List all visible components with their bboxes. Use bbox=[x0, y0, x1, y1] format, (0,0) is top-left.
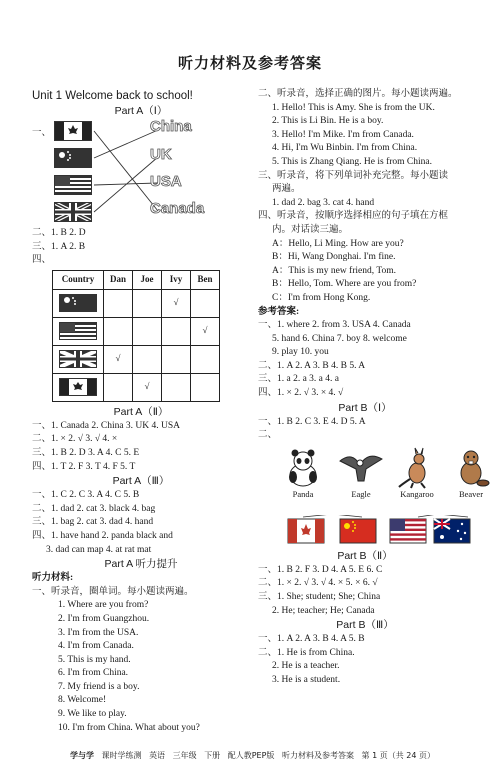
animal-label: Kangaroo bbox=[400, 488, 434, 499]
word-usa: USA bbox=[150, 173, 182, 190]
right-column bbox=[258, 88, 484, 688]
page-title: 听力材料及参考答案 bbox=[177, 54, 322, 72]
answer-line: 一、1. B 2. F 3. D 4. A 5. E 6. C bbox=[258, 564, 383, 575]
kangaroo-picture bbox=[392, 447, 442, 500]
listening-item: 1. Hello! This is Amy. She is from the UK. bbox=[272, 102, 435, 113]
footer-item: 三年级 bbox=[172, 751, 197, 760]
answer-line: 9. play 10. you bbox=[272, 347, 329, 358]
table-cell-flag bbox=[53, 317, 104, 345]
answer-line: 四、 bbox=[32, 255, 52, 266]
listening-item: 5. This is my hand. bbox=[58, 654, 131, 665]
flag-row-drawing bbox=[258, 515, 472, 547]
answer-line: 三、1. A 2. B bbox=[32, 241, 86, 252]
dialogue-line: C：I'm from Hong Kong. bbox=[272, 292, 371, 303]
table-cell bbox=[162, 317, 191, 345]
table-cell bbox=[191, 345, 220, 373]
table-cell: √ bbox=[191, 317, 220, 345]
answer-line: 一、1. Canada 2. China 3. UK 4. USA bbox=[32, 420, 181, 431]
table-cell-flag bbox=[53, 289, 104, 317]
footer-item: 听力材料及参考答案 bbox=[281, 751, 354, 760]
listening-item: 2. I'm from Guangzhou. bbox=[58, 613, 150, 624]
answer-line: 二、1. He is from China. bbox=[258, 647, 355, 658]
answer-line: 5. hand 6. China 7. boy 8. welcome bbox=[272, 333, 407, 344]
animal-label: Eagle bbox=[351, 488, 371, 499]
table-row bbox=[53, 373, 220, 401]
answer-line: 3. dad can map 4. at rat mat bbox=[46, 544, 152, 555]
panda-picture bbox=[278, 447, 328, 500]
table-cell bbox=[191, 373, 220, 401]
listening-question: 四、听录音，按顺序选择相应的句子填在方框 bbox=[258, 211, 449, 222]
page-footer bbox=[70, 750, 440, 761]
section-part-a-up: Part A 听力提升 bbox=[104, 558, 178, 571]
table-cell bbox=[162, 345, 191, 373]
question-label: 一、 bbox=[32, 128, 52, 138]
animal-label: Beaver bbox=[458, 488, 484, 499]
listening-item: 3. I'm from the USA. bbox=[58, 627, 139, 638]
answer-line: 2. He is a teacher. bbox=[272, 661, 340, 672]
canada-flag-icon bbox=[288, 519, 324, 543]
canada-flag-icon bbox=[59, 378, 97, 396]
dialogue-line: B：Hi, Wang Donghai. I'm fine. bbox=[272, 252, 396, 263]
table-header-row bbox=[53, 270, 220, 289]
canada-flag-icon bbox=[54, 121, 92, 141]
answer-line: 一、1. C 2. C 3. A 4. C 5. B bbox=[32, 490, 140, 501]
answer-line: 四、1. × 2. √ 3. × 4. √ bbox=[258, 388, 344, 399]
answer-line: 2. He; teacher; He; Canada bbox=[272, 605, 375, 616]
left-column bbox=[32, 88, 250, 735]
answer-line: 3. He is a student. bbox=[272, 675, 341, 685]
listening-item: 4. I'm from Canada. bbox=[58, 641, 134, 652]
country-table bbox=[52, 270, 220, 402]
australia-flag-icon bbox=[434, 519, 470, 543]
section-part-a1: Part A（Ⅰ） bbox=[114, 105, 168, 117]
word-canada: Canada bbox=[150, 200, 205, 217]
table-cell bbox=[162, 373, 191, 401]
table-cell bbox=[133, 345, 162, 373]
china-flag-icon bbox=[54, 148, 92, 168]
table-header: Ivy bbox=[162, 270, 191, 289]
table-header: Joe bbox=[133, 270, 162, 289]
table-cell bbox=[104, 317, 133, 345]
listening-question: 一、听录音，圈单词。每小题读两遍。 bbox=[32, 586, 194, 597]
usa-flag-icon bbox=[59, 322, 97, 340]
china-flag-icon bbox=[59, 294, 97, 312]
answer-line: 一、1. where 2. from 3. USA 4. Canada bbox=[258, 320, 411, 331]
answer-line: 一、1. A 2. A 3. B 4. A 5. B bbox=[258, 634, 365, 645]
section-part-b1: Part B（Ⅰ） bbox=[338, 401, 392, 414]
table-cell: √ bbox=[162, 289, 191, 317]
listening-item: 2. This is Li Bin. He is a boy. bbox=[272, 116, 384, 127]
uk-flag-icon bbox=[59, 350, 97, 368]
table-row bbox=[53, 289, 220, 317]
answer-line: 三、1. a 2. a 3. a 4. a bbox=[258, 374, 339, 385]
answer-line: 三、1. She; student; She; China bbox=[258, 592, 381, 603]
table-header: Country bbox=[53, 270, 104, 289]
footer-brand: 学与学 bbox=[70, 751, 94, 760]
dialogue-line: A：This is my new friend, Tom. bbox=[272, 265, 396, 276]
listening-question: 内。对话读三遍。 bbox=[272, 224, 349, 235]
listening-item: 1. dad 2. bag 3. cat 4. hand bbox=[272, 197, 375, 208]
table-row bbox=[53, 317, 220, 345]
kangaroo-icon bbox=[397, 447, 437, 489]
table-cell-flag bbox=[53, 373, 104, 401]
footer-item: 配人教PEP版 bbox=[227, 751, 275, 760]
reference-answer-label: 参考答案: bbox=[258, 306, 300, 317]
listening-question: 两遍。 bbox=[272, 184, 301, 195]
listening-item: 5. This is Zhang Qiang. He is from China. bbox=[272, 156, 432, 167]
unit-title: Unit 1 Welcome back to school! bbox=[32, 90, 193, 102]
section-part-a3: Part A（Ⅲ） bbox=[112, 475, 170, 488]
listening-item: 4. Hi, I'm Wu Binbin. I'm from China. bbox=[272, 143, 418, 154]
listening-item: 7. My friend is a boy. bbox=[58, 681, 140, 692]
footer-item: 课时学练测 bbox=[101, 751, 142, 760]
table-cell: √ bbox=[104, 345, 133, 373]
flag-row bbox=[258, 515, 472, 547]
table-header: Dan bbox=[104, 270, 133, 289]
word-china: China bbox=[150, 118, 192, 135]
dialogue-line: A：Hello, Li Ming. How are you? bbox=[272, 238, 404, 249]
animal-label: Panda bbox=[292, 488, 314, 499]
answer-line: 二、1. A 2. A 3. B 4. B 5. A bbox=[258, 360, 366, 371]
answer-line: 三、1. B 2. D 3. A 4. C 5. E bbox=[32, 447, 140, 458]
listening-question: 二、听录音，选择正确的图片。每小题读两遍。 bbox=[258, 89, 458, 99]
answer-line: 四、1. T 2. F 3. T 4. F 5. T bbox=[32, 461, 136, 472]
answer-line: 二、1. × 2. √ 3. √ 4. × 5. × 6. √ bbox=[258, 578, 378, 589]
listening-item: 10. I'm from China. What about you? bbox=[58, 722, 200, 733]
listening-question: 三、听录音，将下列单词补充完整。每小题读 bbox=[258, 170, 449, 181]
beaver-picture bbox=[446, 447, 496, 500]
table-cell bbox=[104, 373, 133, 401]
section-part-b3: Part B（Ⅲ） bbox=[336, 619, 394, 632]
footer-item: 下册 bbox=[204, 751, 221, 760]
usa-flag-icon bbox=[390, 519, 426, 543]
table-cell bbox=[191, 289, 220, 317]
section-part-a2: Part A（Ⅱ） bbox=[113, 405, 169, 418]
word-uk: UK bbox=[150, 146, 172, 163]
table-header: Ben bbox=[191, 270, 220, 289]
uk-flag-icon bbox=[54, 202, 92, 222]
eagle-icon bbox=[338, 447, 384, 489]
answer-line: 二、1. B 2. D bbox=[32, 228, 86, 238]
listening-label: 听力材料: bbox=[32, 573, 74, 584]
flag-matching-exercise bbox=[32, 118, 250, 227]
listening-item: 3. Hello! I'm Mike. I'm from Canada. bbox=[272, 129, 414, 140]
dialogue-line: B：Hello, Tom. Where are you from? bbox=[272, 279, 417, 290]
panda-icon bbox=[283, 447, 323, 489]
listening-item: 8. Welcome! bbox=[58, 695, 107, 706]
listening-item: 6. I'm from China. bbox=[58, 668, 129, 679]
table-row bbox=[53, 345, 220, 373]
table-cell-flag bbox=[53, 345, 104, 373]
animal-matching bbox=[258, 447, 484, 515]
table-cell bbox=[133, 289, 162, 317]
answer-line: 三、1. bag 2. cat 3. dad 4. hand bbox=[32, 517, 154, 528]
eagle-picture bbox=[336, 447, 386, 500]
table-cell: √ bbox=[133, 373, 162, 401]
listening-item: 9. We like to play. bbox=[58, 709, 127, 720]
answer-line: 二、 bbox=[258, 430, 278, 441]
footer-page-number: 第 1 页（共 24 页） bbox=[361, 751, 435, 760]
beaver-icon bbox=[451, 447, 491, 489]
footer-item: 英语 bbox=[149, 751, 166, 760]
china-flag-icon bbox=[340, 519, 376, 543]
answer-line: 二、1. dad 2. cat 3. black 4. bag bbox=[32, 503, 156, 514]
usa-flag-icon bbox=[54, 175, 92, 195]
answer-line: 四、1. have hand 2. panda black and bbox=[32, 530, 173, 541]
answer-line: 一、1. B 2. C 3. E 4. D 5. A bbox=[258, 416, 366, 427]
section-part-b2: Part B（Ⅱ） bbox=[337, 549, 393, 562]
table-cell bbox=[104, 289, 133, 317]
table-cell bbox=[133, 317, 162, 345]
answer-line: 二、1. × 2. √ 3. √ 4. × bbox=[32, 434, 118, 445]
listening-item: 1. Where are you from? bbox=[58, 600, 149, 611]
